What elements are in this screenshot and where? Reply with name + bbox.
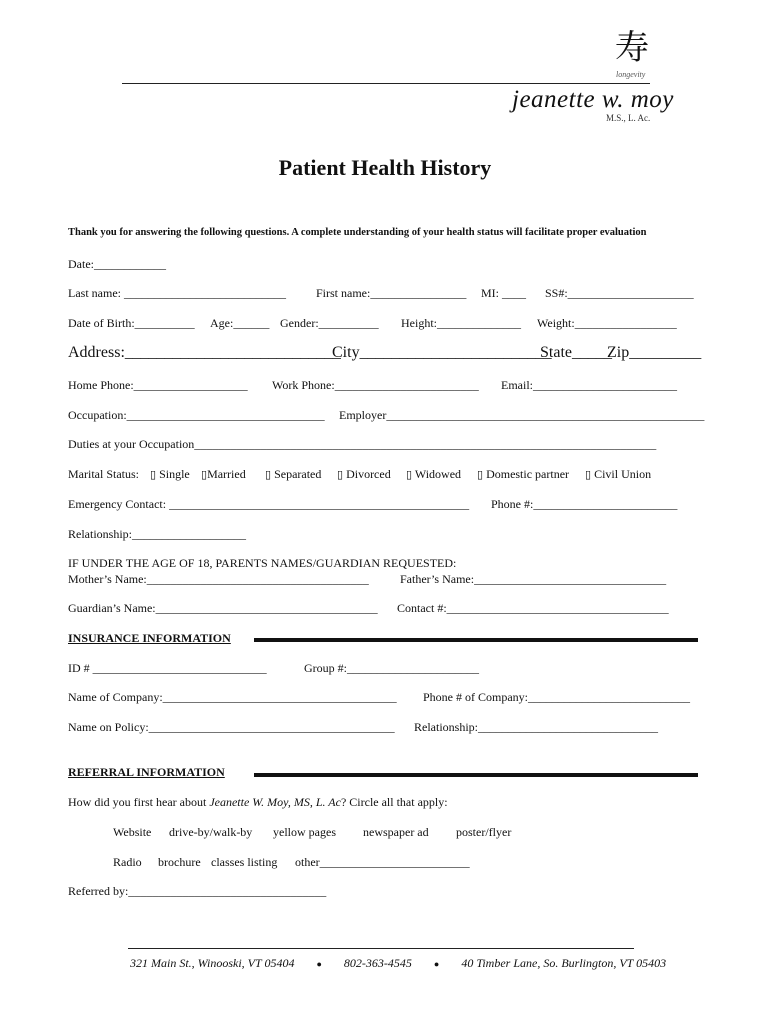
policy-holder-name-field[interactable]: Name on Policy:_________________________________________ [68, 720, 395, 734]
father-name-field[interactable]: Father’s Name:________________________________ [400, 572, 667, 586]
insurance-company-field[interactable]: Name of Company:_______________________________________ [68, 690, 397, 704]
referral-option-poster-flyer[interactable]: poster/flyer [456, 825, 512, 839]
referral-option-other[interactable]: other_________________________ [295, 855, 470, 869]
referral-option-classes-listing[interactable]: classes listing [211, 855, 278, 869]
header-divider [122, 83, 650, 84]
home-phone-field[interactable]: Home Phone:___________________ [68, 378, 248, 392]
marital-option-single[interactable]: ▯ Single [150, 467, 190, 481]
referral-heading: REFERRAL INFORMATION [68, 765, 225, 779]
footer-divider [128, 948, 634, 949]
checkbox-icon[interactable]: ▯ [406, 468, 413, 481]
referral-option-newspaper-ad[interactable]: newspaper ad [363, 825, 429, 839]
minor-guardian-notice: IF UNDER THE AGE OF 18, PARENTS NAMES/GUARDIAN REQUESTED: [68, 556, 457, 570]
logo-subtitle: longevity [616, 70, 646, 79]
marital-option-civil-union[interactable]: ▯ Civil Union [585, 467, 652, 481]
emergency-phone-field[interactable]: Phone #:________________________ [491, 497, 678, 511]
occupation-duties-field[interactable]: Duties at your Occupation_____________________________________________________________________________ [68, 437, 657, 451]
referral-option-website[interactable]: Website [113, 825, 152, 839]
zip-field[interactable]: Zip_________ [607, 344, 702, 361]
date-field[interactable]: Date:____________ [68, 257, 166, 271]
emergency-contact-field[interactable]: Emergency Contact: __________________________________________________ [68, 497, 470, 511]
occupation-field[interactable]: Occupation:_________________________________ [68, 408, 325, 422]
last-name-field[interactable]: Last name: ___________________________ [68, 286, 286, 300]
practitioner-name-logo: jeanette w. moy [512, 86, 674, 113]
referral-option-radio[interactable]: Radio [113, 855, 142, 869]
gender-field[interactable]: Gender:__________ [280, 316, 379, 330]
email-field[interactable]: Email:________________________ [501, 378, 677, 392]
footer-address-winooski: 321 Main St., Winooski, VT 05404 [130, 956, 295, 970]
page-title: Patient Health History [278, 155, 492, 180]
insurance-group-field[interactable]: Group #:______________________ [304, 661, 479, 675]
date-of-birth-field[interactable]: Date of Birth:__________ [68, 316, 195, 330]
intro-text: Thank you for answering the following questions. A complete understanding of your health status will facilitate proper evaluation [68, 227, 647, 238]
marital-option-widowed[interactable]: ▯ Widowed [406, 467, 462, 481]
city-field[interactable]: City________________________ [332, 344, 552, 361]
checkbox-icon[interactable]: ▯ [477, 468, 484, 481]
bullet-icon: ● [316, 959, 322, 969]
footer-contact [130, 956, 666, 971]
policy-relationship-field[interactable]: Relationship:______________________________ [414, 720, 658, 734]
checkbox-icon[interactable]: ▯ [337, 468, 344, 481]
insurance-id-field[interactable]: ID # _____________________________ [68, 661, 267, 675]
checkbox-icon[interactable]: ▯ [265, 468, 272, 481]
marital-option-separated[interactable]: ▯ Separated [265, 467, 322, 481]
guardian-contact-field[interactable]: Contact #:_____________________________________ [397, 601, 669, 615]
referral-option-yellow-pages[interactable]: yellow pages [273, 825, 336, 839]
insurance-heading: INSURANCE INFORMATION [68, 631, 231, 645]
ssn-field[interactable]: SS#:_____________________ [545, 286, 694, 300]
emergency-relationship-field[interactable]: Relationship:___________________ [68, 527, 246, 541]
marital-status-label: Marital Status: [68, 467, 139, 481]
marital-option-married[interactable]: ▯Married [201, 467, 246, 481]
practitioner-credentials: M.S., L. Ac. [606, 113, 651, 123]
insurance-company-phone-field[interactable]: Phone # of Company:___________________________ [423, 690, 690, 704]
address-field[interactable]: Address:___________________________ [68, 344, 341, 361]
referral-option-drive-by[interactable]: drive-by/walk-by [169, 825, 253, 839]
referral-option-brochure[interactable]: brochure [158, 855, 201, 869]
referred-by-field[interactable]: Referred by:_________________________________ [68, 884, 327, 898]
checkbox-icon[interactable]: ▯ [150, 468, 157, 481]
referral-divider [254, 773, 698, 777]
age-field[interactable]: Age:______ [210, 316, 270, 330]
checkbox-icon[interactable]: ▯ [585, 468, 592, 481]
footer-address-burlington: 40 Timber Lane, So. Burlington, VT 05403 [461, 956, 667, 970]
work-phone-field[interactable]: Work Phone:________________________ [272, 378, 479, 392]
guardian-name-field[interactable]: Guardian’s Name:_____________________________________ [68, 601, 378, 615]
longevity-logo-glyph: 寿 [615, 28, 649, 68]
mother-name-field[interactable]: Mother’s Name:_____________________________________ [68, 572, 369, 586]
height-field[interactable]: Height:______________ [401, 316, 521, 330]
bullet-icon: ● [433, 959, 440, 969]
marital-option-domestic-partner[interactable]: ▯ Domestic partner [477, 467, 570, 481]
middle-initial-field[interactable]: MI: ____ [481, 286, 526, 300]
weight-field[interactable]: Weight:_________________ [537, 316, 677, 330]
marital-option-divorced[interactable]: ▯ Divorced [337, 467, 391, 481]
employer-field[interactable]: Employer_____________________________________________________ [339, 408, 705, 422]
first-name-field[interactable]: First name:________________ [316, 286, 467, 300]
checkbox-icon[interactable]: ▯ [201, 468, 208, 481]
state-field[interactable]: State_____ [540, 344, 612, 361]
insurance-divider [254, 638, 698, 642]
footer-phone: 802-363-4545 [343, 956, 412, 970]
referral-question: How did you first hear about Jeanette W. Moy, MS, L. Ac? Circle all that apply: [68, 795, 448, 809]
